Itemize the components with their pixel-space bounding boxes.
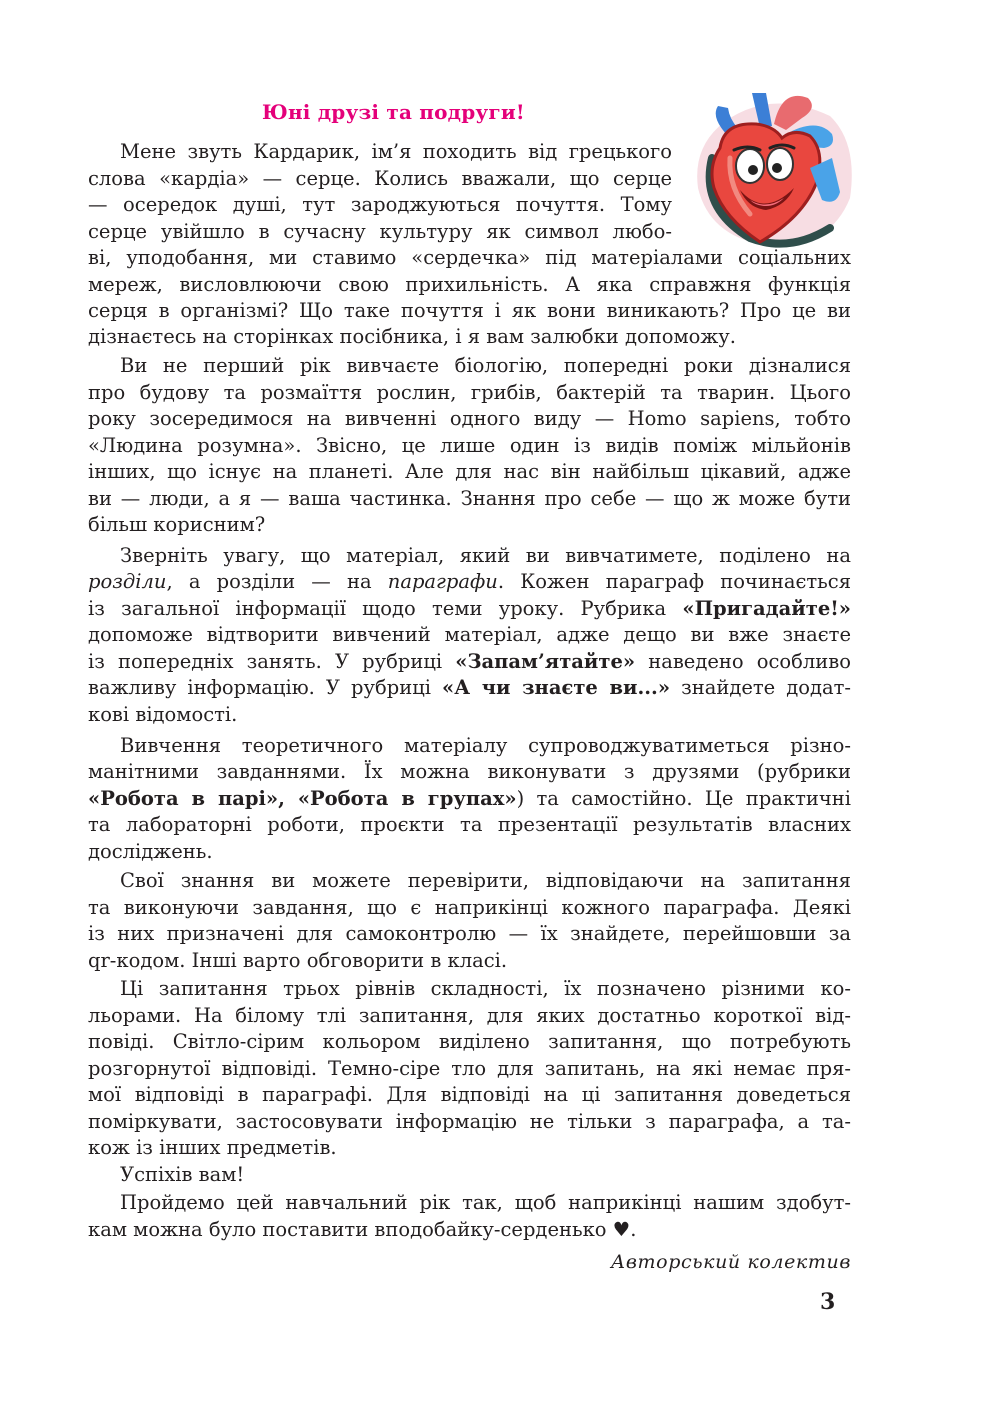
text-line: мої відповіді в параграфі. Для відповіді на ці запитання доведеться <box>88 1083 851 1106</box>
rubric-name: «А чи знаєте ви...» <box>442 676 671 699</box>
text-line: кові відомості. <box>88 703 238 726</box>
text-line: Ці запитання трьох рівнів складності, їх позначено різними ко- <box>120 977 851 1000</box>
text-line: більш корисним? <box>88 513 266 536</box>
text-line: інших, що існує на планеті. Але для нас він найбільш цікавий, адже <box>88 460 851 483</box>
text-line: дізнаєтесь на сторінках посібника, і я вам залюбки допоможу. <box>88 325 736 348</box>
term-italic: параграфи <box>387 570 498 593</box>
text-span: із попередніх занять. У рубриці <box>88 650 456 673</box>
text-line: Пройдемо цей навчальний рік так, щоб наприкінці нашим здобут- <box>120 1191 851 1214</box>
text-line: серця в організмі? Що таке почуття і як вони виникають? Про це ви <box>88 299 851 322</box>
text-line: про будову та розмаїття рослин, грибів, бактерій та тварин. Цього <box>88 381 851 404</box>
text-line <box>88 649 851 675</box>
text-line: слова «кардіа» — серце. Колись вважали, що серце <box>88 167 672 190</box>
text-span: знайдете додат- <box>670 676 851 699</box>
text-line: кам можна було поставити вподобайку-серденько ♥. <box>88 1218 637 1241</box>
heart-mascot-illustration <box>690 88 860 253</box>
text-line: Мене звуть Кардарик, ім’я походить від грецького <box>120 140 672 163</box>
text-line: досліджень. <box>88 840 213 863</box>
term-italic: розділи <box>88 570 167 593</box>
text-line: манітними завданнями. Їх можна виконувати з друзями (рубрики <box>88 760 851 783</box>
text-line: Свої знання ви можете перевірити, відповідаючи на запитання <box>120 869 851 892</box>
text-line: ви — люди, а я — ваша частинка. Знання про себе — що ж може бути <box>88 487 851 510</box>
text-line: кож із інших предметів. <box>88 1136 337 1159</box>
author-signature: Авторський колектив <box>610 1251 851 1273</box>
text-line: допоможе відтворити вивчений матеріал, адже дещо ви вже знаєте <box>88 623 851 646</box>
text-line: Зверніть увагу, що матеріал, який ви вивчатимете, поділено на <box>120 544 851 567</box>
text-line: Успіхів вам! <box>120 1163 245 1186</box>
greeting-heading: Юні друзі та подруги! <box>262 100 525 124</box>
text-line: серце увійшло в сучасну культуру як символ любо- <box>88 220 672 243</box>
rubric-name: «Пригадайте!» <box>682 597 851 620</box>
text-line: — осередок душі, тут зароджуються почуття. Тому <box>88 193 672 216</box>
text-line: розгорнутої відповіді. Темно-сіре тло для запитань, на які немає пря- <box>88 1057 851 1080</box>
text-line: «Людина розумна». Звісно, це лише один із видів поміж мільйонів <box>88 434 851 457</box>
text-span: важливу інформацію. У рубриці <box>88 676 443 699</box>
text-line: qr-кодом. Інші варто обговорити в класі. <box>88 949 508 972</box>
text-line: льорами. На білому тлі запитання, для яких достатньо короткої від- <box>88 1004 851 1027</box>
text-line: із них призначені для самоконтролю — їх знайдете, перейшовши за <box>88 922 851 945</box>
rubric-name: «Робота в парі», «Робота в групах» <box>88 787 517 810</box>
text-line: повіді. Світло-сірим кольором виділено запитання, що потребують <box>88 1030 851 1053</box>
text-line: та лабораторні роботи, проєкти та презентації результатів власних <box>88 813 851 836</box>
text-line: Вивчення теоретичного матеріалу супроводжуватиметься різно- <box>120 734 851 757</box>
text-line: мереж, висловлюючи свою прихильність. А яка справжня функція <box>88 273 851 296</box>
text-line <box>88 786 851 812</box>
text-span: наведено особливо <box>635 650 851 673</box>
text-line: ві, уподобання, ми ставимо «сердечка» під матеріалами соціальних <box>88 246 851 269</box>
rubric-name: «Запам’ятайте» <box>455 650 636 673</box>
text-line: Ви не перший рік вивчаєте біологію, попередні роки дізналися <box>120 354 851 377</box>
text-line <box>88 596 851 622</box>
text-span: із загальної інформації щодо теми уроку. Рубрика <box>88 597 683 620</box>
text-span: ) та самостійно. Це практичні <box>516 787 851 810</box>
page-number: 3 <box>820 1289 836 1315</box>
text-line: року зосередимося на вивченні одного виду — Homo sapiens, тобто <box>88 407 851 430</box>
text-line <box>88 675 851 701</box>
text-line: та виконуючи завдання, що є наприкінці кожного параграфа. Деякі <box>88 896 851 919</box>
text-span: . Кожен параграф починається <box>497 570 851 593</box>
text-line: поміркувати, застосовувати інформацію не тільки з параграфа, а та- <box>88 1110 851 1133</box>
text-span: , а розділи — на <box>166 570 388 593</box>
text-line <box>88 569 851 595</box>
